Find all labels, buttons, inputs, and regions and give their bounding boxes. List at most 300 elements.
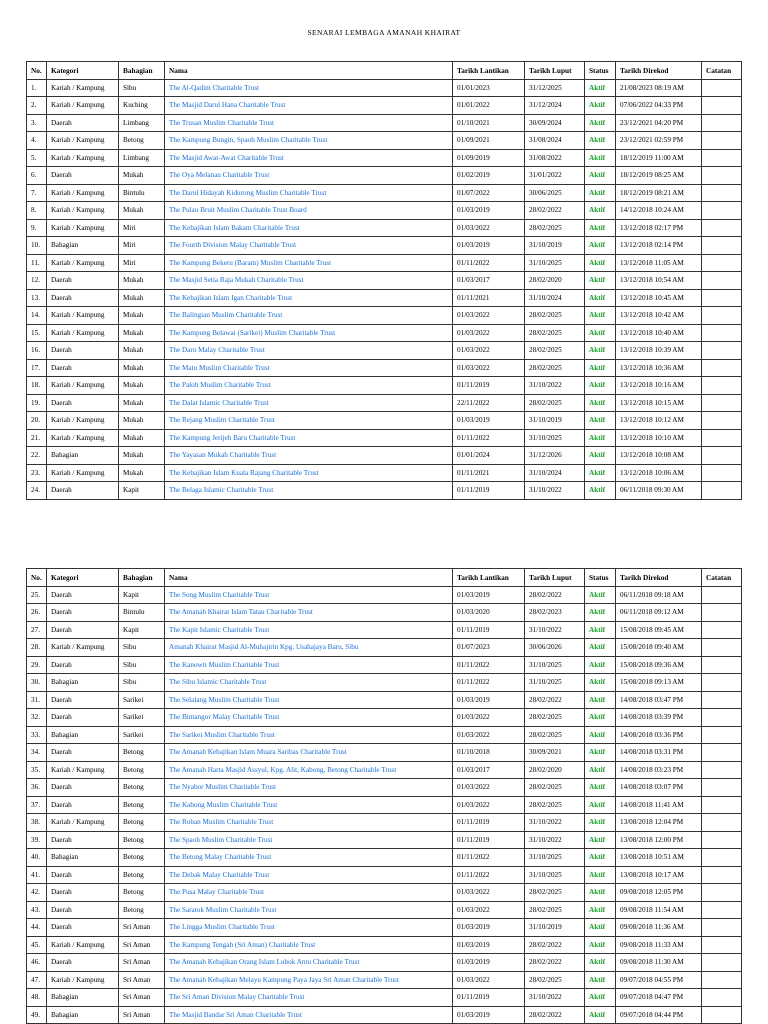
cell-tarikh-direkod: 13/12/2018 10:16 AM [616, 377, 702, 395]
cell-tarikh-direkod: 15/08/2018 09:13 AM [616, 674, 702, 692]
cell-tarikh-direkod: 07/06/2022 04:33 PM [616, 97, 702, 115]
table-row [27, 901, 742, 919]
cell-tarikh-luput: 28/02/2020 [525, 272, 585, 290]
cell-nama[interactable]: The Paloh Muslim Charitable Trust [165, 377, 453, 395]
cell-kategori: Daerah [47, 779, 119, 797]
cell-no: 43. [27, 901, 47, 919]
cell-tarikh-direkod: 13/12/2018 10:06 AM [616, 464, 702, 482]
cell-nama[interactable]: The Amanah Khairat Islam Tatau Charitable Trust [165, 604, 453, 622]
cell-bahagian: Sibu [119, 674, 165, 692]
cell-tarikh-luput: 28/02/2022 [525, 954, 585, 972]
cell-tarikh-luput: 31/10/2022 [525, 989, 585, 1007]
cell-tarikh-lantikan: 01/03/2019 [453, 586, 525, 604]
cell-nama[interactable]: The Fourth Division Malay Charitable Trust [165, 237, 453, 255]
cell-status: Aktif [585, 726, 616, 744]
cell-nama[interactable]: The Pusa Malay Charitable Trust [165, 884, 453, 902]
cell-tarikh-lantikan: 22/11/2022 [453, 394, 525, 412]
cell-tarikh-lantikan: 01/03/2019 [453, 237, 525, 255]
cell-nama[interactable]: The Amanah Kebajikan Islam Muara Saribas Charitable Trust [165, 744, 453, 762]
cell-bahagian: Kapit [119, 586, 165, 604]
cell-nama[interactable]: The Rejang Muslim Charitable Trust [165, 412, 453, 430]
cell-nama[interactable]: The Kampung Jerijeh Baru Charitable Trust [165, 429, 453, 447]
cell-tarikh-lantikan: 01/03/2022 [453, 779, 525, 797]
cell-nama[interactable]: The Kapit Islamic Charitable Trust [165, 621, 453, 639]
cell-no: 25. [27, 586, 47, 604]
table-row [27, 412, 742, 430]
cell-tarikh-direkod: 18/12/2019 11:00 AM [616, 149, 702, 167]
cell-tarikh-lantikan: 01/03/2019 [453, 412, 525, 430]
cell-tarikh-luput: 31/08/2022 [525, 149, 585, 167]
cell-nama[interactable]: The Darul Hidayah Kidurong Muslim Charitable Trust [165, 184, 453, 202]
cell-tarikh-direkod: 13/12/2018 10:45 AM [616, 289, 702, 307]
cell-tarikh-direkod: 14/12/2018 10:24 AM [616, 202, 702, 220]
cell-status: Aktif [585, 796, 616, 814]
cell-status: Aktif [585, 936, 616, 954]
cell-nama[interactable]: The Amanah Harta Masjid Assyul, Kpg. Alit, Kabong, Betong Charitable Trust [165, 761, 453, 779]
table-row [27, 167, 742, 185]
table-row [27, 621, 742, 639]
header-no: No. [27, 62, 47, 80]
header-catatan: Catatan [702, 569, 742, 587]
cell-tarikh-luput: 28/02/2022 [525, 1006, 585, 1024]
cell-tarikh-luput: 28/02/2025 [525, 307, 585, 325]
cell-kategori: Kariah / Kampung [47, 184, 119, 202]
cell-tarikh-direkod: 13/12/2018 10:39 AM [616, 342, 702, 360]
cell-no: 19. [27, 394, 47, 412]
cell-bahagian: Mukah [119, 359, 165, 377]
cell-status: Aktif [585, 132, 616, 150]
table-row [27, 744, 742, 762]
cell-no: 18. [27, 377, 47, 395]
header-nama: Nama [165, 569, 453, 587]
cell-no: 15. [27, 324, 47, 342]
cell-catatan [702, 167, 742, 185]
cell-kategori: Kariah / Kampung [47, 202, 119, 220]
cell-nama[interactable]: The Song Muslim Charitable Trust [165, 586, 453, 604]
cell-kategori: Bahagian [47, 1006, 119, 1024]
cell-nama[interactable]: The Kebajikan Islam Kuala Rajang Charitable Trust [165, 464, 453, 482]
cell-kategori: Daerah [47, 272, 119, 290]
table-header [27, 569, 742, 587]
cell-nama[interactable]: The Oya Melanau Charitable Trust [165, 167, 453, 185]
document-title: SENARAI LEMBAGA AMANAH KHAIRAT [307, 28, 461, 37]
cell-status: Aktif [585, 184, 616, 202]
cell-tarikh-luput: 28/02/2025 [525, 726, 585, 744]
cell-no: 22. [27, 447, 47, 465]
cell-kategori: Daerah [47, 709, 119, 727]
cell-kategori: Kariah / Kampung [47, 412, 119, 430]
cell-bahagian: Sri Aman [119, 1006, 165, 1024]
cell-kategori: Daerah [47, 289, 119, 307]
cell-tarikh-luput: 31/08/2024 [525, 132, 585, 150]
cell-tarikh-lantikan: 01/11/2021 [453, 464, 525, 482]
cell-no: 13. [27, 289, 47, 307]
cell-tarikh-luput: 31/10/2022 [525, 814, 585, 832]
cell-kategori: Kariah / Kampung [47, 464, 119, 482]
cell-catatan [702, 726, 742, 744]
table-row [27, 971, 742, 989]
cell-tarikh-direkod: 14/08/2018 11:41 AM [616, 796, 702, 814]
cell-catatan [702, 831, 742, 849]
cell-catatan [702, 796, 742, 814]
cell-status: Aktif [585, 761, 616, 779]
cell-tarikh-lantikan: 01/03/2022 [453, 884, 525, 902]
cell-tarikh-luput: 31/10/2019 [525, 237, 585, 255]
cell-status: Aktif [585, 237, 616, 255]
cell-tarikh-direkod: 13/12/2018 10:40 AM [616, 324, 702, 342]
cell-catatan [702, 219, 742, 237]
cell-catatan [702, 779, 742, 797]
cell-status: Aktif [585, 447, 616, 465]
cell-nama[interactable]: The Kampung Belawai (Sarikei) Muslim Charitable Trust [165, 324, 453, 342]
cell-bahagian: Limbang [119, 149, 165, 167]
cell-status: Aktif [585, 342, 616, 360]
cell-status: Aktif [585, 1006, 616, 1024]
cell-catatan [702, 237, 742, 255]
cell-tarikh-direkod: 09/07/2018 04:47 PM [616, 989, 702, 1007]
table-row [27, 219, 742, 237]
table-row [27, 989, 742, 1007]
cell-bahagian: Betong [119, 796, 165, 814]
cell-tarikh-direkod: 13/12/2018 10:54 AM [616, 272, 702, 290]
table-row [27, 884, 742, 902]
cell-catatan [702, 1006, 742, 1024]
cell-tarikh-lantikan: 01/01/2023 [453, 79, 525, 97]
cell-no: 35. [27, 761, 47, 779]
cell-catatan [702, 464, 742, 482]
cell-catatan [702, 377, 742, 395]
cell-bahagian: Sri Aman [119, 936, 165, 954]
cell-nama[interactable]: The Matu Muslim Charitable Trust [165, 359, 453, 377]
cell-tarikh-luput: 31/10/2025 [525, 849, 585, 867]
table-row [27, 814, 742, 832]
cell-tarikh-lantikan: 01/03/2022 [453, 709, 525, 727]
cell-status: Aktif [585, 97, 616, 115]
cell-bahagian: Mukah [119, 377, 165, 395]
cell-nama[interactable]: The Betong Malay Charitable Trust [165, 849, 453, 867]
cell-tarikh-lantikan: 01/03/2017 [453, 272, 525, 290]
cell-catatan [702, 394, 742, 412]
cell-bahagian: Mukah [119, 272, 165, 290]
table-row [27, 639, 742, 657]
cell-catatan [702, 656, 742, 674]
table-row [27, 289, 742, 307]
cell-nama[interactable]: The Kebajikan Islam Igan Charitable Trust [165, 289, 453, 307]
cell-catatan [702, 761, 742, 779]
cell-catatan [702, 79, 742, 97]
header-tarikh-direkod: Tarikh Direkod [616, 569, 702, 587]
cell-tarikh-luput: 28/02/2025 [525, 884, 585, 902]
cell-catatan [702, 586, 742, 604]
table-row [27, 779, 742, 797]
cell-tarikh-luput: 28/02/2022 [525, 691, 585, 709]
cell-bahagian: Betong [119, 744, 165, 762]
cell-nama[interactable]: The Amanah Kebajikan Orang Islam Lubok Antu Charitable Trust [165, 954, 453, 972]
cell-nama[interactable]: The Masjid Setia Raja Mukah Charitable Trust [165, 272, 453, 290]
cell-tarikh-direkod: 13/12/2018 10:15 AM [616, 394, 702, 412]
cell-bahagian: Kapit [119, 621, 165, 639]
cell-catatan [702, 919, 742, 937]
cell-tarikh-luput: 30/09/2021 [525, 744, 585, 762]
table-row [27, 954, 742, 972]
cell-kategori: Daerah [47, 901, 119, 919]
cell-kategori: Daerah [47, 919, 119, 937]
cell-no: 4. [27, 132, 47, 150]
cell-status: Aktif [585, 394, 616, 412]
cell-tarikh-direkod: 13/08/2018 12:04 PM [616, 814, 702, 832]
cell-tarikh-luput: 30/06/2025 [525, 184, 585, 202]
cell-tarikh-luput: 28/02/2025 [525, 971, 585, 989]
cell-nama[interactable]: The Kampung Bungin, Spaoh Muslim Charitable Trust [165, 132, 453, 150]
cell-kategori: Daerah [47, 114, 119, 132]
cell-status: Aktif [585, 202, 616, 220]
cell-no: 24. [27, 482, 47, 500]
cell-no: 21. [27, 429, 47, 447]
cell-tarikh-lantikan: 01/03/2019 [453, 936, 525, 954]
cell-bahagian: Mukah [119, 394, 165, 412]
cell-nama[interactable]: The Lingga Muslim Charitable Trust [165, 919, 453, 937]
cell-nama[interactable]: The Saratok Muslim Charitable Trust [165, 901, 453, 919]
cell-tarikh-lantikan: 01/03/2019 [453, 1006, 525, 1024]
cell-tarikh-lantikan: 01/11/2022 [453, 656, 525, 674]
cell-kategori: Daerah [47, 954, 119, 972]
cell-no: 23. [27, 464, 47, 482]
table-row [27, 132, 742, 150]
cell-tarikh-lantikan: 01/11/2022 [453, 866, 525, 884]
cell-status: Aktif [585, 307, 616, 325]
table-row [27, 237, 742, 255]
cell-catatan [702, 254, 742, 272]
cell-no: 48. [27, 989, 47, 1007]
cell-status: Aktif [585, 674, 616, 692]
table-row [27, 202, 742, 220]
header-row [27, 569, 742, 587]
table-row [27, 464, 742, 482]
cell-nama[interactable]: The Kampung Tengah (Sri Aman) Charitable Trust [165, 936, 453, 954]
cell-nama[interactable]: The Kampung Bekeru (Baram) Muslim Charitable Trust [165, 254, 453, 272]
cell-nama[interactable]: The Yayasan Mukah Charitable Trust [165, 447, 453, 465]
cell-bahagian: Betong [119, 884, 165, 902]
cell-nama[interactable]: The Masjid Awat-Awat Charitable Trust [165, 149, 453, 167]
cell-tarikh-direkod: 14/08/2018 03:07 PM [616, 779, 702, 797]
cell-status: Aktif [585, 901, 616, 919]
table-row [27, 254, 742, 272]
cell-status: Aktif [585, 744, 616, 762]
cell-no: 14. [27, 307, 47, 325]
cell-catatan [702, 709, 742, 727]
cell-bahagian: Mukah [119, 202, 165, 220]
cell-status: Aktif [585, 884, 616, 902]
cell-no: 46. [27, 954, 47, 972]
cell-tarikh-luput: 31/10/2022 [525, 831, 585, 849]
cell-tarikh-lantikan: 01/11/2019 [453, 989, 525, 1007]
cell-bahagian: Betong [119, 831, 165, 849]
cell-nama[interactable]: The Amanah Kebajikan Melayu Kampung Paya Jaya Sri Aman Charitable Trust [165, 971, 453, 989]
cell-no: 26. [27, 604, 47, 622]
cell-catatan [702, 447, 742, 465]
cell-no: 2. [27, 97, 47, 115]
cell-no: 41. [27, 866, 47, 884]
cell-tarikh-direkod: 13/12/2018 10:36 AM [616, 359, 702, 377]
cell-nama[interactable]: The Spaoh Muslim Charitable Trust [165, 831, 453, 849]
cell-tarikh-lantikan: 01/10/2021 [453, 114, 525, 132]
cell-tarikh-luput: 31/10/2025 [525, 254, 585, 272]
cell-nama[interactable]: The Roban Muslim Charitable Trust [165, 814, 453, 832]
cell-nama[interactable]: The Masjid Bandar Sri Aman Charitable Trust [165, 1006, 453, 1024]
cell-catatan [702, 149, 742, 167]
cell-nama[interactable]: Amanah Khairat Masjid Al-Muhajirin Kpg. Usahajaya Baru, Sibu [165, 639, 453, 657]
cell-tarikh-direkod: 09/08/2018 12:05 PM [616, 884, 702, 902]
cell-bahagian: Sibu [119, 656, 165, 674]
cell-tarikh-direkod: 06/11/2018 09:30 AM [616, 482, 702, 500]
cell-kategori: Daerah [47, 866, 119, 884]
cell-tarikh-luput: 31/10/2019 [525, 412, 585, 430]
cell-bahagian: Miri [119, 219, 165, 237]
cell-bahagian: Sarikei [119, 709, 165, 727]
header-tarikh-luput: Tarikh Luput [525, 62, 585, 80]
cell-catatan [702, 971, 742, 989]
cell-no: 8. [27, 202, 47, 220]
cell-kategori: Bahagian [47, 726, 119, 744]
table-row [27, 359, 742, 377]
cell-bahagian: Betong [119, 761, 165, 779]
table-row [27, 1006, 742, 1024]
cell-bahagian: Betong [119, 866, 165, 884]
cell-tarikh-luput: 31/12/2026 [525, 447, 585, 465]
table-row [27, 149, 742, 167]
cell-tarikh-luput: 31/12/2025 [525, 79, 585, 97]
cell-tarikh-luput: 31/10/2025 [525, 656, 585, 674]
cell-tarikh-direkod: 14/08/2018 03:31 PM [616, 744, 702, 762]
cell-status: Aktif [585, 359, 616, 377]
table-row [27, 726, 742, 744]
cell-tarikh-lantikan: 01/03/2019 [453, 954, 525, 972]
cell-nama[interactable]: The Sarikei Muslim Charitable Trust [165, 726, 453, 744]
cell-nama[interactable]: The Kanowit Muslim Charitable Trust [165, 656, 453, 674]
cell-nama[interactable]: The Al-Qadim Charitable Trust [165, 79, 453, 97]
table-body [27, 79, 742, 499]
cell-bahagian: Bintulu [119, 184, 165, 202]
cell-bahagian: Mukah [119, 412, 165, 430]
cell-no: 49. [27, 1006, 47, 1024]
cell-tarikh-luput: 31/10/2022 [525, 482, 585, 500]
cell-nama[interactable]: The Trusan Muslim Charitable Trust [165, 114, 453, 132]
cell-nama[interactable]: The Bintangor Malay Charitable Trust [165, 709, 453, 727]
cell-catatan [702, 954, 742, 972]
cell-bahagian: Sri Aman [119, 919, 165, 937]
cell-status: Aktif [585, 971, 616, 989]
cell-status: Aktif [585, 254, 616, 272]
cell-status: Aktif [585, 621, 616, 639]
cell-tarikh-luput: 28/02/2022 [525, 586, 585, 604]
cell-status: Aktif [585, 114, 616, 132]
cell-tarikh-luput: 28/02/2025 [525, 394, 585, 412]
cell-kategori: Daerah [47, 831, 119, 849]
cell-nama[interactable]: The Masjid Darul Hana Charitable Trust [165, 97, 453, 115]
cell-nama[interactable]: The Nyabor Muslim Charitable Trust [165, 779, 453, 797]
cell-tarikh-lantikan: 01/03/2020 [453, 604, 525, 622]
cell-tarikh-direkod: 13/08/2018 10:51 AM [616, 849, 702, 867]
cell-catatan [702, 604, 742, 622]
cell-nama[interactable]: The Kabong Muslim Charitable Trust [165, 796, 453, 814]
cell-tarikh-direkod: 13/08/2018 10:17 AM [616, 866, 702, 884]
cell-status: Aktif [585, 167, 616, 185]
header-tarikh-lantikan: Tarikh Lantikan [453, 569, 525, 587]
cell-tarikh-lantikan: 01/10/2018 [453, 744, 525, 762]
registry-table-page-2 [26, 568, 742, 1024]
cell-nama[interactable]: The Balingian Muslim Charitable Trust [165, 307, 453, 325]
cell-kategori: Kariah / Kampung [47, 307, 119, 325]
cell-kategori: Daerah [47, 482, 119, 500]
cell-kategori: Daerah [47, 796, 119, 814]
cell-tarikh-lantikan: 01/11/2019 [453, 377, 525, 395]
cell-catatan [702, 359, 742, 377]
cell-no: 20. [27, 412, 47, 430]
cell-nama[interactable]: The Pulau Bruit Muslim Charitable Trust Board [165, 202, 453, 220]
table-row [27, 394, 742, 412]
cell-kategori: Kariah / Kampung [47, 429, 119, 447]
header-catatan: Catatan [702, 62, 742, 80]
cell-catatan [702, 429, 742, 447]
cell-catatan [702, 866, 742, 884]
cell-nama[interactable]: The Selalang Muslim Charitable Trust [165, 691, 453, 709]
cell-nama[interactable]: The Belaga Islamic Charitable Trust [165, 482, 453, 500]
cell-kategori: Bahagian [47, 674, 119, 692]
cell-nama[interactable]: The Kebajikan Islam Bakam Charitable Trust [165, 219, 453, 237]
cell-no: 16. [27, 342, 47, 360]
cell-tarikh-lantikan: 01/11/2019 [453, 482, 525, 500]
cell-no: 38. [27, 814, 47, 832]
cell-tarikh-lantikan: 01/02/2019 [453, 167, 525, 185]
table-row [27, 324, 742, 342]
cell-nama[interactable]: The Daro Malay Charitable Trust [165, 342, 453, 360]
cell-status: Aktif [585, 324, 616, 342]
cell-catatan [702, 936, 742, 954]
cell-bahagian: Mukah [119, 342, 165, 360]
cell-tarikh-luput: 28/02/2025 [525, 219, 585, 237]
cell-kategori: Kariah / Kampung [47, 971, 119, 989]
cell-tarikh-direkod: 09/08/2018 11:54 AM [616, 901, 702, 919]
cell-nama[interactable]: The Sibu Islamic Charitable Trust [165, 674, 453, 692]
table-row [27, 919, 742, 937]
cell-nama[interactable]: The Sri Aman Division Malay Charitable Trust [165, 989, 453, 1007]
cell-catatan [702, 272, 742, 290]
header-status: Status [585, 569, 616, 587]
table-row [27, 377, 742, 395]
cell-kategori: Bahagian [47, 849, 119, 867]
cell-bahagian: Sri Aman [119, 954, 165, 972]
header-row [27, 62, 742, 80]
cell-tarikh-luput: 31/10/2022 [525, 621, 585, 639]
cell-tarikh-luput: 28/02/2020 [525, 761, 585, 779]
cell-tarikh-direkod: 13/12/2018 10:10 AM [616, 429, 702, 447]
cell-no: 11. [27, 254, 47, 272]
cell-no: 9. [27, 219, 47, 237]
cell-catatan [702, 621, 742, 639]
table-row [27, 114, 742, 132]
cell-nama[interactable]: The Debak Malay Charitable Trust [165, 866, 453, 884]
cell-kategori: Bahagian [47, 989, 119, 1007]
cell-kategori: Daerah [47, 342, 119, 360]
cell-tarikh-luput: 31/12/2024 [525, 97, 585, 115]
cell-nama[interactable]: The Dalat Islamic Charitable Trust [165, 394, 453, 412]
cell-status: Aktif [585, 604, 616, 622]
cell-tarikh-direkod: 13/12/2018 02:14 PM [616, 237, 702, 255]
cell-no: 45. [27, 936, 47, 954]
cell-status: Aktif [585, 149, 616, 167]
cell-tarikh-direkod: 14/08/2018 03:47 PM [616, 691, 702, 709]
cell-kategori: Bahagian [47, 447, 119, 465]
